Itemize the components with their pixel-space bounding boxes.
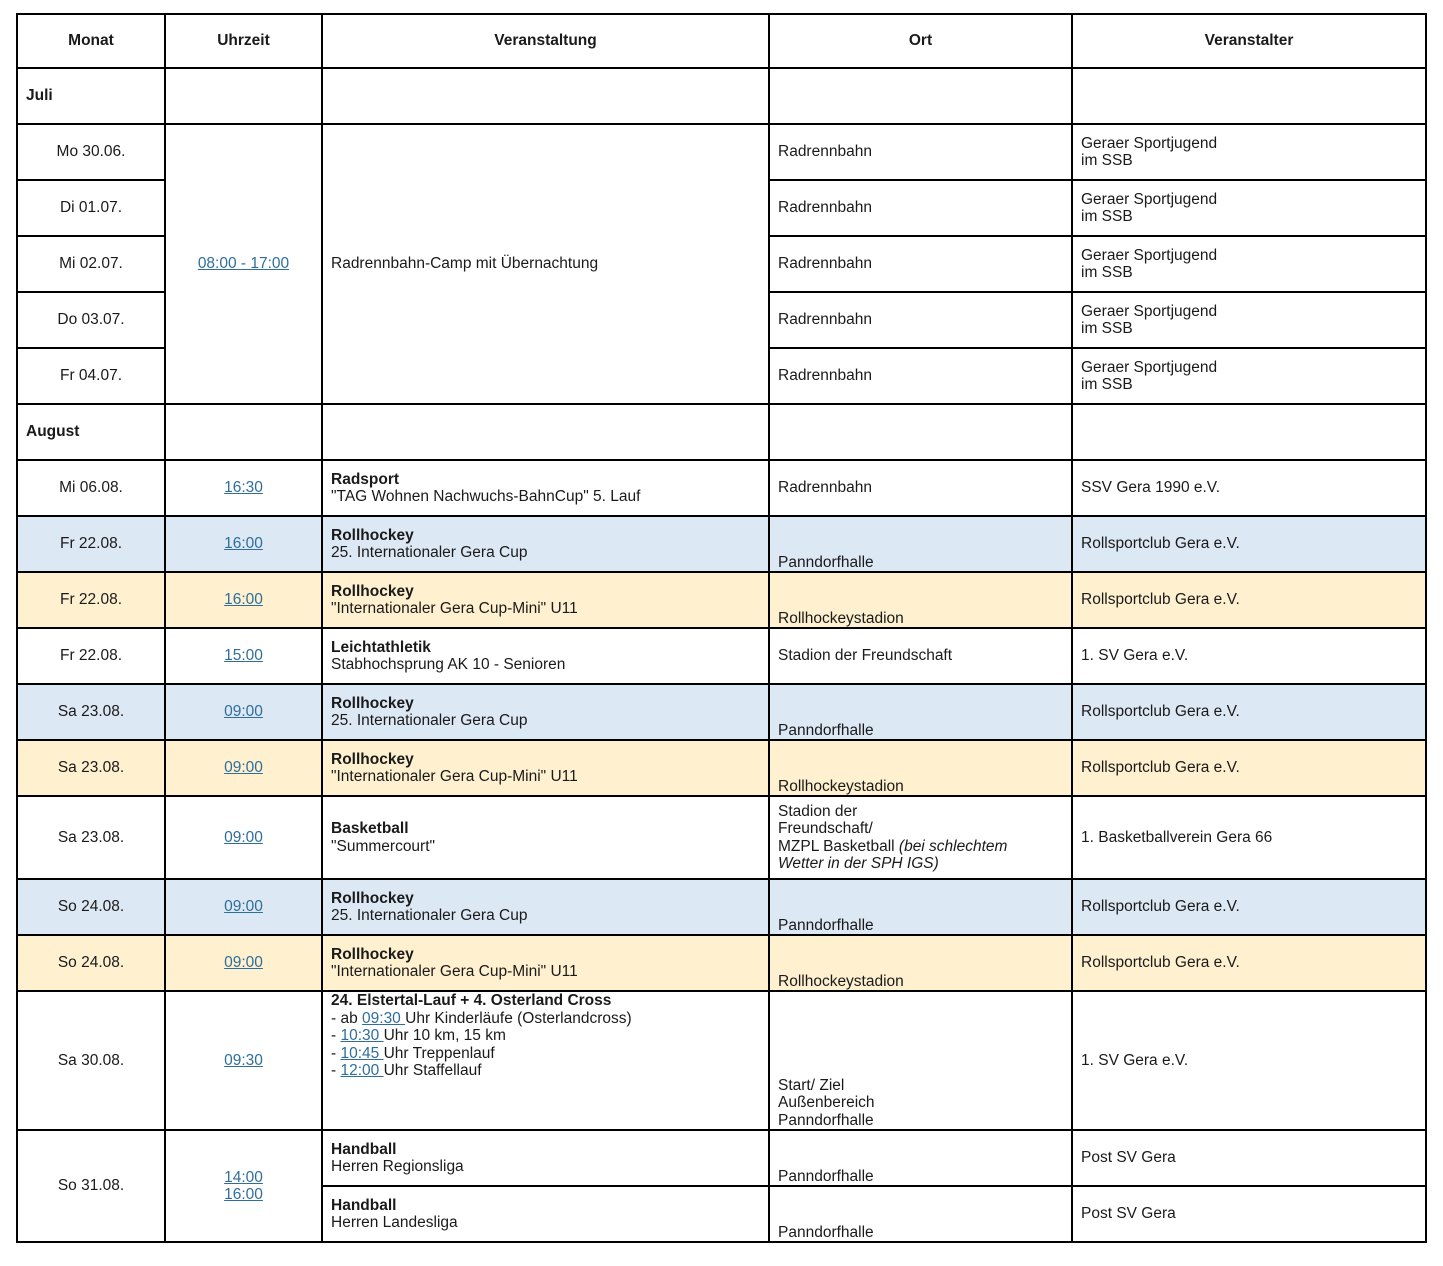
header-veranstaltung: Veranstaltung [322,14,769,68]
place-cell: Stadion der Freundschaft/ MZPL Basketball (bei schlechtem Wetter in der SPH IGS) [769,796,1072,879]
time-link[interactable]: 16:30 [224,479,263,497]
date-cell: Mo 30.06. [17,124,165,180]
event-cell: Rollhockey "Internationaler Gera Cup-Mini" U11 [322,935,769,991]
event-cell: Rollhockey "Internationaler Gera Cup-Mini" U11 [322,740,769,796]
table-row [17,124,1426,180]
date-cell: So 24.08. [17,935,165,991]
time-cell [165,516,322,572]
organizer-cell: 1. SV Gera e.V. [1072,628,1426,684]
event-cell: 24. Elstertal-Lauf + 4. Osterland Cross - ab 09:30 Uhr Kinderläufe (Osterlandcross) - 10:30 Uhr 10 km, 15 km - 10:45 Uhr Treppenlauf - 12:00 Uhr Staffellauf [322,991,769,1130]
time-cell [165,796,322,879]
month-row-august [17,404,1426,460]
event-cell: Rollhockey 25. Internationaler Gera Cup [322,684,769,740]
header-monat: Monat [17,14,165,68]
date-cell: Do 03.07. [17,292,165,348]
table-row [17,516,1426,572]
table-row [17,991,1426,1130]
organizer-cell: Post SV Gera [1072,1186,1426,1242]
header-row [17,14,1426,68]
time-link[interactable]: 16:00 [224,591,263,609]
organizer-cell: Rollsportclub Gera e.V. [1072,740,1426,796]
organizer-cell: 1. Basketballverein Gera 66 [1072,796,1426,879]
time-cell [165,1130,322,1242]
time-cell [165,628,322,684]
month-label: Juli [17,68,165,124]
time-cell [165,124,322,404]
date-cell: So 31.08. [17,1130,165,1242]
organizer-cell: 1. SV Gera e.V. [1072,991,1426,1130]
table-row [17,572,1426,628]
event-cell: Basketball "Summercourt" [322,796,769,879]
time-link[interactable]: 15:00 [224,647,263,665]
table-row [17,796,1426,879]
table-row [17,460,1426,516]
time-cell [165,935,322,991]
place-cell: Panndorfhalle [769,516,1072,572]
time-link[interactable]: 10:45 [340,1044,384,1062]
event-cell: Radrennbahn-Camp mit Übernachtung [322,124,769,404]
table-row [17,879,1426,935]
table-row [17,740,1426,796]
time-link[interactable]: 12:00 [340,1062,384,1079]
organizer-cell: Rollsportclub Gera e.V. [1072,879,1426,935]
time-link[interactable]: 09:00 [224,828,263,846]
time-link[interactable]: 16:00 [224,1186,263,1203]
place-cell: Panndorfhalle [769,1130,1072,1186]
time-cell [165,740,322,796]
month-label: August [17,404,165,460]
place-cell: Start/ Ziel Außenbereich Panndorfhalle [769,991,1072,1130]
time-link[interactable]: 09:30 [224,1051,263,1069]
time-cell [165,879,322,935]
date-cell: Fr 22.08. [17,628,165,684]
table-row [17,628,1426,684]
organizer-cell: SSV Gera 1990 e.V. [1072,460,1426,516]
place-cell: Stadion der Freundschaft [769,628,1072,684]
event-cell: Handball Herren Landesliga [322,1186,769,1242]
organizer-cell: Geraer Sportjugend im SSB [1072,348,1426,404]
event-cell: Rollhockey "Internationaler Gera Cup-Mini" U11 [322,572,769,628]
time-cell [165,684,322,740]
organizer-cell: Geraer Sportjugend im SSB [1072,292,1426,348]
event-cell: Rollhockey 25. Internationaler Gera Cup [322,879,769,935]
month-row-july [17,68,1426,124]
time-link[interactable]: 16:00 [224,535,263,553]
event-cell: Rollhockey 25. Internationaler Gera Cup [322,516,769,572]
header-veranstalter: Veranstalter [1072,14,1426,68]
time-link[interactable]: 08:00 - 17:00 [197,255,290,273]
organizer-cell: Rollsportclub Gera e.V. [1072,572,1426,628]
date-cell: Sa 30.08. [17,991,165,1130]
time-cell [165,572,322,628]
table-row [17,1130,1426,1186]
organizer-cell: Rollsportclub Gera e.V. [1072,516,1426,572]
time-link[interactable]: 09:00 [224,759,263,777]
time-cell [165,460,322,516]
date-cell: Sa 23.08. [17,684,165,740]
table-row [17,935,1426,991]
time-link[interactable]: 09:30 [362,1009,406,1027]
date-cell: Sa 23.08. [17,796,165,879]
place-cell: Radrennbahn [769,348,1072,404]
organizer-cell: Geraer Sportjugend im SSB [1072,236,1426,292]
organizer-cell: Rollsportclub Gera e.V. [1072,684,1426,740]
time-link[interactable]: 10:30 [340,1027,384,1044]
place-cell: Panndorfhalle [769,879,1072,935]
date-cell: Fr 22.08. [17,572,165,628]
header-uhrzeit: Uhrzeit [165,14,322,68]
place-cell: Panndorfhalle [769,1186,1072,1242]
place-cell: Panndorfhalle [769,684,1072,740]
event-cell: Handball Herren Regionsliga [322,1130,769,1186]
place-cell: Radrennbahn [769,180,1072,236]
time-link[interactable]: 09:00 [224,954,263,972]
place-cell: Rollhockeystadion [769,740,1072,796]
organizer-cell: Post SV Gera [1072,1130,1426,1186]
place-cell: Radrennbahn [769,236,1072,292]
time-link[interactable]: 09:00 [224,898,263,916]
time-link[interactable]: 14:00 [224,1168,263,1186]
date-cell: Fr 22.08. [17,516,165,572]
date-cell: Di 01.07. [17,180,165,236]
date-cell: So 24.08. [17,879,165,935]
date-cell: Fr 04.07. [17,348,165,404]
organizer-cell: Rollsportclub Gera e.V. [1072,935,1426,991]
date-cell: Mi 02.07. [17,236,165,292]
event-schedule-table [16,13,1427,1243]
organizer-cell: Geraer Sportjugend im SSB [1072,124,1426,180]
event-cell: Radsport "TAG Wohnen Nachwuchs-BahnCup" 5. Lauf [322,460,769,516]
place-cell: Radrennbahn [769,460,1072,516]
table-row [17,684,1426,740]
place-cell: Rollhockeystadion [769,572,1072,628]
event-cell: Leichtathletik Stabhochsprung AK 10 - Senioren [322,628,769,684]
organizer-cell: Geraer Sportjugend im SSB [1072,180,1426,236]
header-ort: Ort [769,14,1072,68]
date-cell: Mi 06.08. [17,460,165,516]
date-cell: Sa 23.08. [17,740,165,796]
time-cell [165,991,322,1130]
place-cell: Radrennbahn [769,124,1072,180]
place-cell: Rollhockeystadion [769,935,1072,991]
place-cell: Radrennbahn [769,292,1072,348]
time-link[interactable]: 09:00 [224,703,263,721]
